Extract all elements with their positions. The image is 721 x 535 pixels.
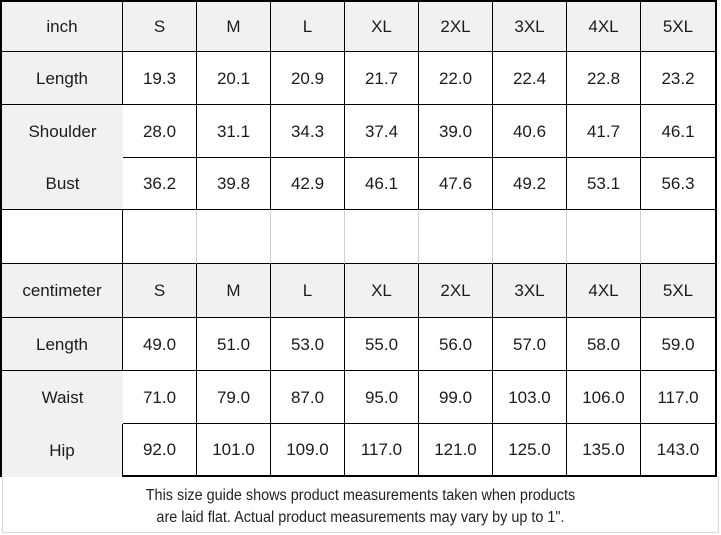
measurement-cell: 28.0 (123, 105, 197, 158)
measurement-cell: 143.0 (641, 424, 715, 477)
measurement-cell: 87.0 (271, 371, 345, 424)
unit-header-inch: inch (2, 2, 123, 52)
measurement-cell: 58.0 (567, 318, 641, 371)
measurement-cell: 51.0 (197, 318, 271, 371)
spacer-cell (345, 210, 419, 264)
measurement-cell: 37.4 (345, 105, 419, 158)
size-header: 3XL (493, 2, 567, 52)
measurement-cell: 39.0 (419, 105, 493, 158)
measurement-cell: 41.7 (567, 105, 641, 158)
size-header: L (271, 264, 345, 318)
spacer-cell (271, 210, 345, 264)
spacer-cell (197, 210, 271, 264)
measurement-cell: 49.2 (493, 158, 567, 210)
row-label: Shoulder (2, 105, 123, 158)
spacer-cell (493, 210, 567, 264)
size-header: 3XL (493, 264, 567, 318)
row-label: Length (2, 52, 123, 105)
size-header: XL (345, 2, 419, 52)
size-header: 2XL (419, 264, 493, 318)
measurement-cell: 121.0 (419, 424, 493, 477)
size-guide-note (2, 477, 719, 533)
measurement-cell: 47.6 (419, 158, 493, 210)
measurement-cell: 101.0 (197, 424, 271, 477)
measurement-cell: 106.0 (567, 371, 641, 424)
note-line-1: This size guide shows product measurements taken when products (145, 487, 576, 504)
measurement-cell: 42.9 (271, 158, 345, 210)
measurement-cell: 71.0 (123, 371, 197, 424)
measurement-cell: 117.0 (345, 424, 419, 477)
measurement-cell: 31.1 (197, 105, 271, 158)
size-header: 5XL (641, 264, 715, 318)
spacer-cell (123, 210, 197, 264)
unit-header-centimeter: centimeter (2, 264, 123, 318)
spacer-cell (641, 210, 715, 264)
measurement-cell: 125.0 (493, 424, 567, 477)
measurement-cell: 21.7 (345, 52, 419, 105)
size-header: 5XL (641, 2, 715, 52)
measurement-cell: 109.0 (271, 424, 345, 477)
measurement-cell: 53.0 (271, 318, 345, 371)
measurement-cell: 135.0 (567, 424, 641, 477)
measurement-cell: 22.4 (493, 52, 567, 105)
size-header: M (197, 264, 271, 318)
measurement-cell: 55.0 (345, 318, 419, 371)
row-label: Waist (2, 371, 123, 424)
measurement-cell: 23.2 (641, 52, 715, 105)
spacer-cell (419, 210, 493, 264)
measurement-cell: 103.0 (493, 371, 567, 424)
measurement-cell: 36.2 (123, 158, 197, 210)
spacer-cell (2, 210, 123, 264)
measurement-cell: 46.1 (345, 158, 419, 210)
size-header: M (197, 2, 271, 52)
measurement-cell: 56.0 (419, 318, 493, 371)
measurement-cell: 19.3 (123, 52, 197, 105)
row-label: Bust (2, 158, 123, 210)
note-line-2: are laid flat. Actual product measurements may vary by up to 1". (156, 509, 565, 526)
measurement-cell: 22.8 (567, 52, 641, 105)
measurement-cell: 20.1 (197, 52, 271, 105)
measurement-cell: 95.0 (345, 371, 419, 424)
measurement-cell: 56.3 (641, 158, 715, 210)
measurement-cell: 59.0 (641, 318, 715, 371)
size-header: 4XL (567, 2, 641, 52)
measurement-cell: 57.0 (493, 318, 567, 371)
size-header: S (123, 2, 197, 52)
measurement-cell: 117.0 (641, 371, 715, 424)
row-label: Length (2, 318, 123, 371)
measurement-cell: 92.0 (123, 424, 197, 477)
row-label: Hip (2, 424, 123, 477)
spacer-cell (567, 210, 641, 264)
measurement-cell: 46.1 (641, 105, 715, 158)
size-header: L (271, 2, 345, 52)
measurement-cell: 49.0 (123, 318, 197, 371)
size-header: 2XL (419, 2, 493, 52)
measurement-cell: 34.3 (271, 105, 345, 158)
size-header: 4XL (567, 264, 641, 318)
measurement-cell: 79.0 (197, 371, 271, 424)
measurement-cell: 40.6 (493, 105, 567, 158)
measurement-cell: 20.9 (271, 52, 345, 105)
size-header: XL (345, 264, 419, 318)
measurement-cell: 22.0 (419, 52, 493, 105)
size-header: S (123, 264, 197, 318)
measurement-cell: 39.8 (197, 158, 271, 210)
measurement-cell: 99.0 (419, 371, 493, 424)
measurement-cell: 53.1 (567, 158, 641, 210)
